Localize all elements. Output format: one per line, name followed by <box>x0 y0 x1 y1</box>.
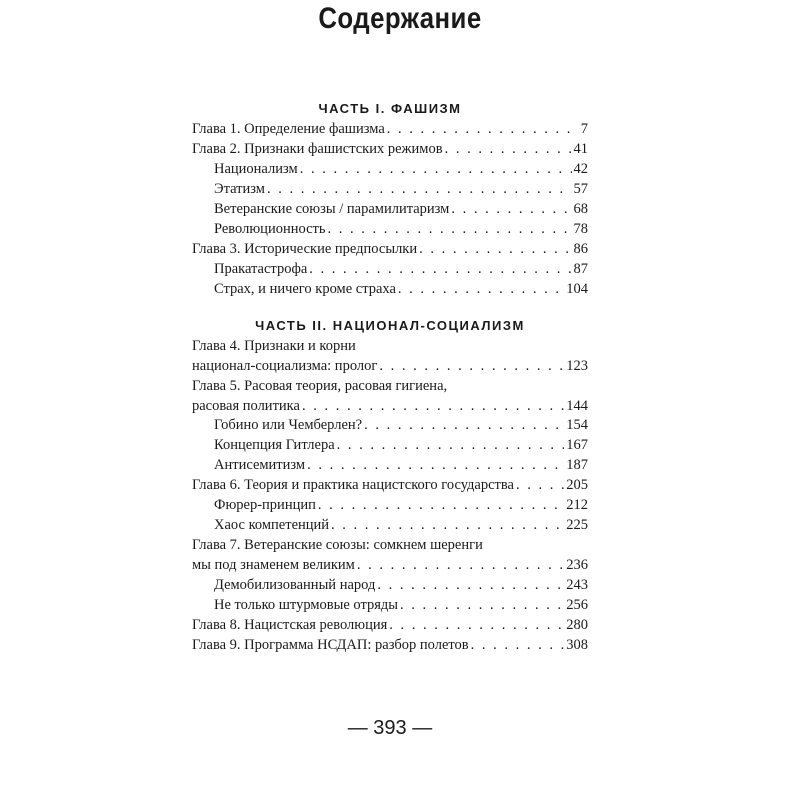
toc-entry-page: 42 <box>573 161 588 177</box>
toc-entry-label: Национализм <box>214 161 298 177</box>
toc-entry-label: Фюрер-принцип <box>214 497 316 513</box>
toc-entry-label: расовая политика <box>192 398 300 414</box>
dot-leader <box>400 596 564 614</box>
toc-entry-label: Этатизм <box>214 181 265 197</box>
toc-entry-label: Не только штурмовые отряды <box>214 597 399 613</box>
toc-entry <box>214 280 588 298</box>
toc-entry <box>192 636 588 654</box>
toc-entry-page: 123 <box>566 358 588 374</box>
toc-entry-page: 68 <box>573 201 588 217</box>
toc-entry-page: 144 <box>566 398 588 414</box>
dot-leader <box>300 160 572 178</box>
dot-leader <box>309 260 571 278</box>
toc-entry-label-line1: Глава 4. Признаки и корни <box>192 338 356 354</box>
dot-leader <box>451 200 571 218</box>
dot-leader <box>318 496 564 514</box>
toc-entry-label: Демобилизованный народ <box>214 577 376 593</box>
dot-leader <box>445 140 572 158</box>
toc-entry <box>214 220 588 238</box>
toc-entry <box>214 596 588 614</box>
toc-entry-label: Ветеранские союзы / парамилитаризм <box>214 201 450 217</box>
toc-entry-page: 87 <box>573 261 588 277</box>
toc-entry <box>192 140 588 158</box>
dot-leader <box>471 636 565 654</box>
toc-entry <box>192 397 588 415</box>
toc-entry-page: 86 <box>573 241 588 257</box>
toc-entry-page: 78 <box>573 221 588 237</box>
toc-entry-page: 41 <box>573 141 588 157</box>
toc-entry-label: Хаос компетенций <box>214 517 330 533</box>
toc-entry <box>214 456 588 474</box>
toc-entry <box>192 556 588 574</box>
toc-entry-label: Глава 3. Исторические предпосылки <box>192 241 418 257</box>
toc-entry-label-line1: Глава 5. Расовая теория, расовая гигиена, <box>192 378 448 394</box>
toc-entry <box>214 496 588 514</box>
toc-entry <box>214 436 588 454</box>
toc-entry-label: Глава 8. Нацистская революция <box>192 617 388 633</box>
toc-entry-page: 236 <box>566 557 588 573</box>
toc-entry-label: Концепция Гитлера <box>214 437 335 453</box>
dot-leader <box>516 476 564 494</box>
dot-leader <box>419 240 571 258</box>
toc-entry-page: 308 <box>566 637 588 653</box>
toc-entry <box>214 516 588 534</box>
dot-leader <box>302 397 564 415</box>
dot-leader <box>307 456 564 474</box>
dot-leader <box>357 556 564 574</box>
toc-entry <box>214 200 588 218</box>
page-number: — 393 — <box>347 717 433 739</box>
toc-entry-label: национал-социализма: пролог <box>192 358 378 374</box>
toc-entry-page: 280 <box>566 617 588 633</box>
dot-leader <box>398 280 564 298</box>
toc-entry <box>214 260 588 278</box>
dot-leader <box>389 616 564 634</box>
toc-entry <box>192 240 588 258</box>
toc-entry-label: Гобино или Чемберлен? <box>214 417 363 433</box>
dot-leader <box>267 180 572 198</box>
toc-entry-page: 225 <box>566 517 588 533</box>
toc-entry-label: мы под знаменем великим <box>192 557 355 573</box>
toc-entry <box>214 180 588 198</box>
toc-entry-page: 104 <box>566 281 588 297</box>
part-heading: ЧАСТЬ I. ФАШИЗМ <box>318 101 462 116</box>
toc-entry-page: 167 <box>566 437 588 453</box>
toc-entry-page: 256 <box>566 597 588 613</box>
dot-leader <box>387 120 579 138</box>
toc-entry-page: 212 <box>566 497 588 513</box>
toc-entry-label-line1: Глава 7. Ветеранские союзы: сомкнем шеренги <box>192 537 483 553</box>
toc-entry-label: Глава 1. Определение фашизма <box>192 121 385 137</box>
toc-entry-label: Антисемитизм <box>214 457 306 473</box>
toc-entry <box>192 476 588 494</box>
part-heading: ЧАСТЬ II. НАЦИОНАЛ-СОЦИАЛИЗМ <box>255 318 525 333</box>
toc-entry <box>214 416 588 434</box>
toc-entry-label: Пракатастрофа <box>214 261 308 277</box>
toc-entry-label: Глава 2. Признаки фашистских режимов <box>192 141 443 157</box>
toc-entry-label: Страх, и ничего кроме страха <box>214 281 396 297</box>
dot-leader <box>327 220 571 238</box>
toc-entry-label: Глава 9. Программа НСДАП: разбор полетов <box>192 637 469 653</box>
page-title: Содержание <box>318 2 482 35</box>
dot-leader <box>337 436 565 454</box>
toc-entry-page: 205 <box>566 477 588 493</box>
dot-leader <box>379 357 564 375</box>
toc-entry <box>192 120 588 138</box>
toc-entry-page: 7 <box>580 121 588 137</box>
toc-entry-page: 187 <box>566 457 588 473</box>
toc-entry <box>192 357 588 375</box>
dot-leader <box>364 416 564 434</box>
toc-entry-label: Глава 6. Теория и практика нацистского государства <box>192 477 514 493</box>
dot-leader <box>331 516 564 534</box>
toc-entry-page: 154 <box>566 417 588 433</box>
toc-entry-page: 57 <box>573 181 588 197</box>
toc-entry <box>214 160 588 178</box>
toc-entry <box>192 616 588 634</box>
toc-entry <box>214 576 588 594</box>
dot-leader <box>377 576 564 594</box>
toc-entry-page: 243 <box>566 577 588 593</box>
toc-entry-label: Революционность <box>214 221 326 237</box>
